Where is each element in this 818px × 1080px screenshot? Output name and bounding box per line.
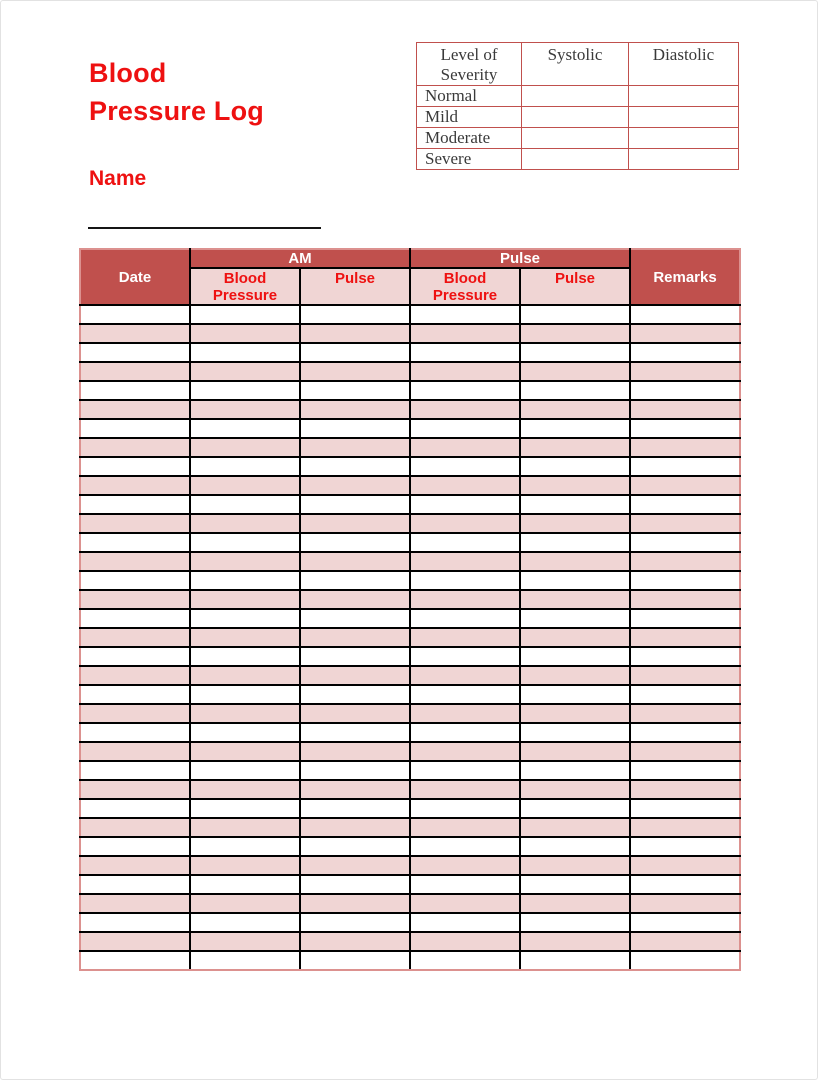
log-cell-remarks [630, 305, 740, 324]
severity-row [417, 128, 739, 149]
log-cell-am-blood-pressure [190, 514, 300, 533]
log-cell-pm-pulse [520, 571, 630, 590]
log-cell-pm-blood-pressure [410, 799, 520, 818]
log-cell-am-blood-pressure [190, 723, 300, 742]
severity-level-cell: Severe [417, 149, 522, 170]
log-cell-am-blood-pressure [190, 856, 300, 875]
log-cell-pm-blood-pressure [410, 400, 520, 419]
log-cell-am-blood-pressure [190, 932, 300, 951]
log-cell-am-pulse [300, 875, 410, 894]
severity-systolic-cell [522, 86, 629, 107]
log-cell-remarks [630, 324, 740, 343]
log-cell-pm-pulse [520, 400, 630, 419]
log-row [80, 666, 740, 685]
log-cell-pm-pulse [520, 704, 630, 723]
log-cell-am-blood-pressure [190, 666, 300, 685]
log-row [80, 533, 740, 552]
log-cell-date [80, 362, 190, 381]
log-cell-remarks [630, 400, 740, 419]
log-subheader-pm-pulse: Pulse [520, 268, 630, 305]
log-cell-pm-blood-pressure [410, 780, 520, 799]
log-cell-pm-pulse [520, 457, 630, 476]
log-cell-am-pulse [300, 628, 410, 647]
log-cell-pm-pulse [520, 818, 630, 837]
log-cell-am-pulse [300, 932, 410, 951]
log-cell-am-blood-pressure [190, 305, 300, 324]
log-cell-date [80, 951, 190, 970]
severity-level-cell: Normal [417, 86, 522, 107]
log-cell-date [80, 533, 190, 552]
log-cell-pm-pulse [520, 419, 630, 438]
log-cell-pm-blood-pressure [410, 894, 520, 913]
log-cell-am-pulse [300, 514, 410, 533]
log-cell-am-pulse [300, 647, 410, 666]
log-cell-remarks [630, 742, 740, 761]
log-cell-remarks [630, 628, 740, 647]
log-header-am: AM [190, 249, 410, 268]
log-cell-pm-blood-pressure [410, 913, 520, 932]
log-cell-am-blood-pressure [190, 951, 300, 970]
log-cell-pm-pulse [520, 780, 630, 799]
log-cell-date [80, 628, 190, 647]
log-cell-am-pulse [300, 609, 410, 628]
log-cell-date [80, 932, 190, 951]
log-cell-pm-pulse [520, 742, 630, 761]
log-cell-pm-blood-pressure [410, 305, 520, 324]
log-cell-am-pulse [300, 685, 410, 704]
severity-row [417, 149, 739, 170]
log-cell-remarks [630, 609, 740, 628]
log-cell-pm-blood-pressure [410, 533, 520, 552]
log-cell-pm-blood-pressure [410, 343, 520, 362]
log-row [80, 552, 740, 571]
log-cell-am-blood-pressure [190, 590, 300, 609]
log-header-date: Date [80, 249, 190, 305]
log-row [80, 381, 740, 400]
log-cell-date [80, 761, 190, 780]
log-cell-pm-pulse [520, 761, 630, 780]
log-cell-am-blood-pressure [190, 324, 300, 343]
log-cell-date [80, 818, 190, 837]
document-title-line2: Pressure Log [89, 96, 264, 126]
log-row [80, 419, 740, 438]
severity-table [416, 42, 739, 170]
log-cell-pm-blood-pressure [410, 381, 520, 400]
log-cell-pm-pulse [520, 343, 630, 362]
log-cell-pm-blood-pressure [410, 761, 520, 780]
log-row [80, 818, 740, 837]
log-cell-am-pulse [300, 780, 410, 799]
log-cell-remarks [630, 476, 740, 495]
log-cell-date [80, 343, 190, 362]
log-cell-am-pulse [300, 552, 410, 571]
log-header-remarks: Remarks [630, 249, 740, 305]
log-cell-remarks [630, 514, 740, 533]
log-cell-pm-blood-pressure [410, 552, 520, 571]
log-cell-am-pulse [300, 704, 410, 723]
log-cell-date [80, 476, 190, 495]
log-cell-date [80, 590, 190, 609]
log-cell-pm-blood-pressure [410, 571, 520, 590]
log-cell-remarks [630, 362, 740, 381]
log-cell-pm-blood-pressure [410, 951, 520, 970]
log-subheader-pm-blood-pressure: Blood Pressure [410, 268, 520, 305]
log-cell-pm-blood-pressure [410, 609, 520, 628]
log-cell-am-blood-pressure [190, 913, 300, 932]
log-cell-date [80, 647, 190, 666]
log-cell-pm-pulse [520, 666, 630, 685]
log-cell-pm-pulse [520, 628, 630, 647]
severity-header-row [417, 43, 739, 86]
log-cell-pm-blood-pressure [410, 856, 520, 875]
log-cell-pm-blood-pressure [410, 723, 520, 742]
log-cell-pm-pulse [520, 533, 630, 552]
severity-level-cell: Moderate [417, 128, 522, 149]
log-cell-pm-blood-pressure [410, 419, 520, 438]
log-row [80, 495, 740, 514]
log-cell-date [80, 685, 190, 704]
log-cell-date [80, 305, 190, 324]
log-row [80, 951, 740, 970]
log-cell-am-pulse [300, 723, 410, 742]
log-cell-date [80, 514, 190, 533]
log-cell-remarks [630, 666, 740, 685]
log-cell-date [80, 913, 190, 932]
log-cell-pm-blood-pressure [410, 837, 520, 856]
log-cell-remarks [630, 685, 740, 704]
log-cell-am-blood-pressure [190, 761, 300, 780]
log-cell-am-pulse [300, 856, 410, 875]
log-cell-pm-pulse [520, 723, 630, 742]
log-cell-pm-pulse [520, 552, 630, 571]
log-cell-am-pulse [300, 400, 410, 419]
log-row [80, 837, 740, 856]
document-title-line1: Blood [89, 58, 167, 88]
log-cell-am-blood-pressure [190, 837, 300, 856]
log-cell-am-pulse [300, 324, 410, 343]
log-cell-remarks [630, 533, 740, 552]
severity-systolic-cell [522, 128, 629, 149]
log-row [80, 362, 740, 381]
log-cell-date [80, 571, 190, 590]
log-cell-am-blood-pressure [190, 343, 300, 362]
log-cell-pm-blood-pressure [410, 514, 520, 533]
log-subheader-am-pulse: Pulse [300, 268, 410, 305]
log-cell-remarks [630, 818, 740, 837]
log-row [80, 647, 740, 666]
log-cell-am-pulse [300, 666, 410, 685]
log-row [80, 514, 740, 533]
log-row [80, 457, 740, 476]
log-cell-am-blood-pressure [190, 362, 300, 381]
log-cell-pm-pulse [520, 856, 630, 875]
log-cell-am-pulse [300, 457, 410, 476]
log-cell-pm-pulse [520, 438, 630, 457]
log-cell-am-blood-pressure [190, 628, 300, 647]
log-cell-date [80, 799, 190, 818]
log-cell-am-pulse [300, 818, 410, 837]
log-cell-pm-pulse [520, 647, 630, 666]
log-cell-am-pulse [300, 571, 410, 590]
log-cell-am-blood-pressure [190, 438, 300, 457]
severity-header-systolic: Systolic [522, 43, 629, 86]
log-cell-pm-pulse [520, 362, 630, 381]
log-cell-date [80, 780, 190, 799]
log-cell-pm-pulse [520, 932, 630, 951]
log-cell-remarks [630, 381, 740, 400]
log-cell-remarks [630, 495, 740, 514]
log-cell-pm-blood-pressure [410, 590, 520, 609]
log-cell-pm-blood-pressure [410, 666, 520, 685]
log-cell-am-pulse [300, 913, 410, 932]
log-cell-remarks [630, 457, 740, 476]
log-cell-am-blood-pressure [190, 780, 300, 799]
log-cell-pm-blood-pressure [410, 932, 520, 951]
log-cell-remarks [630, 343, 740, 362]
log-cell-remarks [630, 438, 740, 457]
severity-level-cell: Mild [417, 107, 522, 128]
log-cell-pm-blood-pressure [410, 457, 520, 476]
log-cell-pm-pulse [520, 894, 630, 913]
log-cell-am-blood-pressure [190, 381, 300, 400]
log-row [80, 913, 740, 932]
log-row [80, 438, 740, 457]
severity-row [417, 86, 739, 107]
log-cell-am-pulse [300, 894, 410, 913]
log-cell-pm-blood-pressure [410, 438, 520, 457]
log-cell-pm-blood-pressure [410, 628, 520, 647]
log-cell-pm-pulse [520, 476, 630, 495]
severity-diastolic-cell [629, 107, 739, 128]
log-cell-am-blood-pressure [190, 552, 300, 571]
log-cell-pm-pulse [520, 305, 630, 324]
log-row [80, 799, 740, 818]
log-row [80, 723, 740, 742]
log-cell-am-pulse [300, 742, 410, 761]
severity-diastolic-cell [629, 128, 739, 149]
log-cell-am-blood-pressure [190, 894, 300, 913]
log-cell-remarks [630, 723, 740, 742]
log-cell-pm-blood-pressure [410, 704, 520, 723]
log-cell-remarks [630, 913, 740, 932]
log-cell-am-pulse [300, 590, 410, 609]
log-cell-date [80, 742, 190, 761]
name-label: Name [89, 167, 147, 190]
log-cell-pm-pulse [520, 951, 630, 970]
log-row [80, 761, 740, 780]
severity-header-level: Level of Severity [417, 43, 522, 86]
log-cell-am-pulse [300, 533, 410, 552]
blood-pressure-log-table [79, 248, 741, 971]
log-cell-pm-pulse [520, 913, 630, 932]
log-cell-am-pulse [300, 305, 410, 324]
log-subheader-am-blood-pressure: Blood Pressure [190, 268, 300, 305]
log-cell-am-blood-pressure [190, 495, 300, 514]
log-cell-am-pulse [300, 438, 410, 457]
log-cell-remarks [630, 761, 740, 780]
severity-diastolic-cell [629, 86, 739, 107]
log-cell-pm-blood-pressure [410, 647, 520, 666]
log-cell-am-blood-pressure [190, 799, 300, 818]
log-cell-am-blood-pressure [190, 571, 300, 590]
log-cell-pm-blood-pressure [410, 476, 520, 495]
log-cell-am-blood-pressure [190, 818, 300, 837]
log-cell-date [80, 381, 190, 400]
log-cell-am-blood-pressure [190, 742, 300, 761]
log-cell-remarks [630, 799, 740, 818]
log-row [80, 894, 740, 913]
log-cell-date [80, 552, 190, 571]
log-row [80, 305, 740, 324]
log-cell-remarks [630, 856, 740, 875]
log-cell-am-pulse [300, 799, 410, 818]
name-underline [88, 227, 321, 229]
log-cell-remarks [630, 419, 740, 438]
log-row [80, 343, 740, 362]
log-cell-am-pulse [300, 362, 410, 381]
severity-systolic-cell [522, 107, 629, 128]
log-cell-pm-pulse [520, 685, 630, 704]
log-cell-am-blood-pressure [190, 609, 300, 628]
log-cell-date [80, 324, 190, 343]
log-cell-am-pulse [300, 495, 410, 514]
log-row [80, 932, 740, 951]
log-cell-date [80, 400, 190, 419]
log-cell-am-pulse [300, 761, 410, 780]
log-cell-am-blood-pressure [190, 685, 300, 704]
severity-systolic-cell [522, 149, 629, 170]
log-cell-date [80, 609, 190, 628]
severity-row [417, 107, 739, 128]
log-cell-am-blood-pressure [190, 533, 300, 552]
log-cell-date [80, 495, 190, 514]
log-cell-am-pulse [300, 837, 410, 856]
log-cell-am-blood-pressure [190, 419, 300, 438]
log-row [80, 571, 740, 590]
log-cell-date [80, 438, 190, 457]
document-title [89, 54, 264, 130]
log-row [80, 476, 740, 495]
log-cell-pm-pulse [520, 514, 630, 533]
log-row [80, 704, 740, 723]
severity-diastolic-cell [629, 149, 739, 170]
log-cell-pm-pulse [520, 324, 630, 343]
log-cell-remarks [630, 837, 740, 856]
log-cell-pm-blood-pressure [410, 875, 520, 894]
log-row [80, 742, 740, 761]
log-cell-am-pulse [300, 476, 410, 495]
log-cell-am-blood-pressure [190, 400, 300, 419]
log-row [80, 856, 740, 875]
log-cell-remarks [630, 894, 740, 913]
log-cell-pm-pulse [520, 875, 630, 894]
log-row [80, 400, 740, 419]
log-cell-date [80, 856, 190, 875]
log-row [80, 324, 740, 343]
log-cell-am-pulse [300, 343, 410, 362]
log-cell-date [80, 666, 190, 685]
log-row [80, 590, 740, 609]
log-row [80, 875, 740, 894]
log-row [80, 628, 740, 647]
log-cell-date [80, 723, 190, 742]
log-cell-pm-pulse [520, 799, 630, 818]
log-cell-pm-pulse [520, 837, 630, 856]
log-cell-remarks [630, 932, 740, 951]
log-cell-date [80, 894, 190, 913]
log-cell-pm-blood-pressure [410, 362, 520, 381]
log-cell-remarks [630, 647, 740, 666]
log-cell-am-blood-pressure [190, 704, 300, 723]
log-cell-date [80, 837, 190, 856]
log-cell-pm-blood-pressure [410, 818, 520, 837]
log-cell-pm-pulse [520, 381, 630, 400]
log-cell-am-pulse [300, 951, 410, 970]
log-row [80, 609, 740, 628]
log-cell-date [80, 704, 190, 723]
log-group-header-row [80, 249, 740, 268]
log-row [80, 780, 740, 799]
log-cell-remarks [630, 951, 740, 970]
log-cell-pm-blood-pressure [410, 495, 520, 514]
log-cell-am-blood-pressure [190, 457, 300, 476]
log-cell-date [80, 457, 190, 476]
log-cell-am-pulse [300, 381, 410, 400]
log-cell-remarks [630, 704, 740, 723]
log-cell-remarks [630, 571, 740, 590]
log-cell-remarks [630, 590, 740, 609]
log-cell-pm-blood-pressure [410, 685, 520, 704]
log-cell-remarks [630, 780, 740, 799]
log-cell-remarks [630, 875, 740, 894]
log-cell-pm-pulse [520, 590, 630, 609]
log-cell-am-blood-pressure [190, 647, 300, 666]
log-cell-am-pulse [300, 419, 410, 438]
log-header-pulse-group: Pulse [410, 249, 630, 268]
log-cell-pm-blood-pressure [410, 742, 520, 761]
log-cell-remarks [630, 552, 740, 571]
severity-header-diastolic: Diastolic [629, 43, 739, 86]
log-row [80, 685, 740, 704]
log-cell-pm-pulse [520, 495, 630, 514]
log-cell-date [80, 875, 190, 894]
log-cell-pm-pulse [520, 609, 630, 628]
log-cell-am-blood-pressure [190, 476, 300, 495]
log-cell-am-blood-pressure [190, 875, 300, 894]
log-cell-date [80, 419, 190, 438]
log-cell-pm-blood-pressure [410, 324, 520, 343]
